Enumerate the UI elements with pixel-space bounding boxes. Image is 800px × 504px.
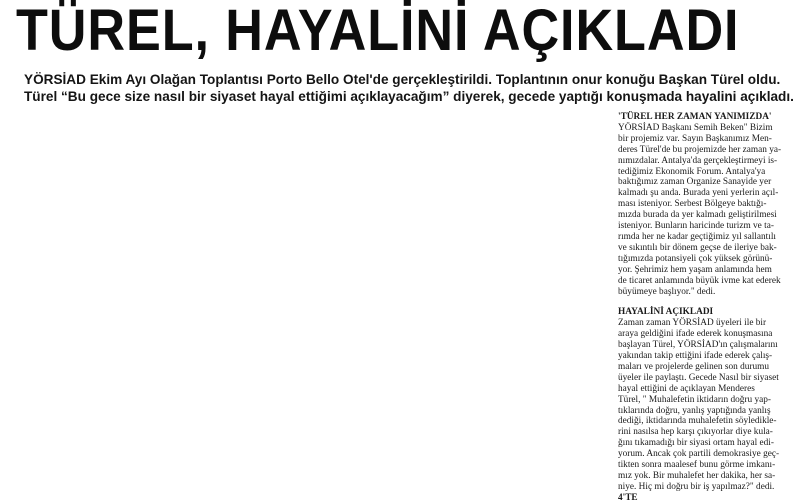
body-line: Türel, " Muhalefetin iktidarın doğru yap- [618, 394, 772, 405]
body-line: araya geldiğini ifade ederek konuşmasına [618, 329, 773, 340]
body-line: tıklarında doğru, yanlış yaptığında yanlış [618, 405, 771, 416]
body-line: kalmadı şu anda. Burada yeni yerlerin açıl- [618, 188, 779, 199]
section2-subhead: HAYALİNİ AÇIKLADI [618, 307, 714, 318]
body-line: tığımızda potansiyeli çok yüksek görünü- [618, 253, 773, 264]
body-line: deres Türel'de bu projemizde her zaman ya- [618, 144, 782, 155]
body-line: yor. Şehrimiz hem yaşam anlamında hem [618, 264, 772, 275]
body-line: baktığımız zaman Organize Sanayide yer [618, 177, 772, 188]
article-headline: TÜREL, HAYALİNİ AÇIKLADI [16, 0, 740, 63]
body-line: tikten sonra maalesef bunu görme imkanı- [618, 460, 776, 471]
article-spot [24, 71, 794, 105]
body-line: bir projemiz var. Sayın Başkanımız Men- [618, 133, 772, 144]
body-line: dediği, iktidarında muhalefetin söyledikle- [618, 416, 777, 427]
body-line: isteniyor. Bunların haricinde turizm ve ta- [618, 221, 774, 232]
body-line: ğını tıkamadığı bir siyasi ortam hayal edi- [618, 438, 774, 449]
body-line: rini nasılsa hep karşı çıkıyorlar diye kula- [618, 427, 773, 438]
body-line: ve sıkıntılı bir dönem geçse de ileriye bak- [618, 242, 777, 253]
body-line: de ticaret anlamında büyük ivme kat ederek [618, 275, 781, 286]
body-line: yakından takip ettiğini ifade ederek çalış- [618, 351, 773, 362]
body-line: üyeler ile paylaştı. Gecede Nasıl bir siyaset [618, 372, 779, 383]
body-line: hayal ettiğini de açıklayan Menderes [618, 383, 755, 394]
continued-marker: 4'TE [618, 492, 638, 503]
body-line: yorum. Ancak çok partili demokrasiye geç- [618, 449, 780, 460]
body-line: tediğimiz Ekonomik Forum. Antalya'ya [618, 166, 766, 177]
body-line: niye. Hiç mi doğru bir iş yapılmaz?" dedi. [618, 481, 775, 492]
body-line: maları ve projelerde gelinen son durumu [618, 361, 770, 372]
article-body-column [618, 112, 794, 504]
body-line: başlayan Türel, YÖRSİAD'ın çalışmalarını [618, 340, 778, 351]
body-line: ması isteniyor. Serbest Bölgeye baktığı- [618, 199, 767, 210]
section-gap [618, 297, 794, 307]
body-line: YÖRSİAD Başkanı Semih Beken" Bizim [618, 122, 773, 133]
body-line: mız yok. Bir muhalefet her dakika, her sa- [618, 471, 776, 481]
body-line: mızda burada da yer kalmadı geliştirilmesi [618, 210, 777, 221]
spot-line-2: Türel “Bu gece size nasıl bir siyaset hayal ettiğimi açıklayacağım” diyerek, gecede yaptığı konuşmada hayalini açıkladı. [24, 89, 794, 104]
body-line: büyümeye başlıyor." dedi. [618, 286, 716, 297]
body-line: nımızdalar. Antalya'da gerçekleştirmeyi is- [618, 155, 778, 166]
body-line: rımda her ne kadar geçtiğimiz yıl sallantılı [618, 231, 776, 242]
body-line: Zaman zaman YÖRSİAD üyeleri ile bir [618, 318, 767, 329]
section1-subhead: 'TÜREL HER ZAMAN YANIMIZDA' [618, 112, 772, 122]
spot-line-1: YÖRSİAD Ekim Ayı Olağan Toplantısı Porto Bello Otel'de gerçekleştirildi. Toplantının onur konuğu Başkan Türel oldu. [24, 72, 781, 87]
